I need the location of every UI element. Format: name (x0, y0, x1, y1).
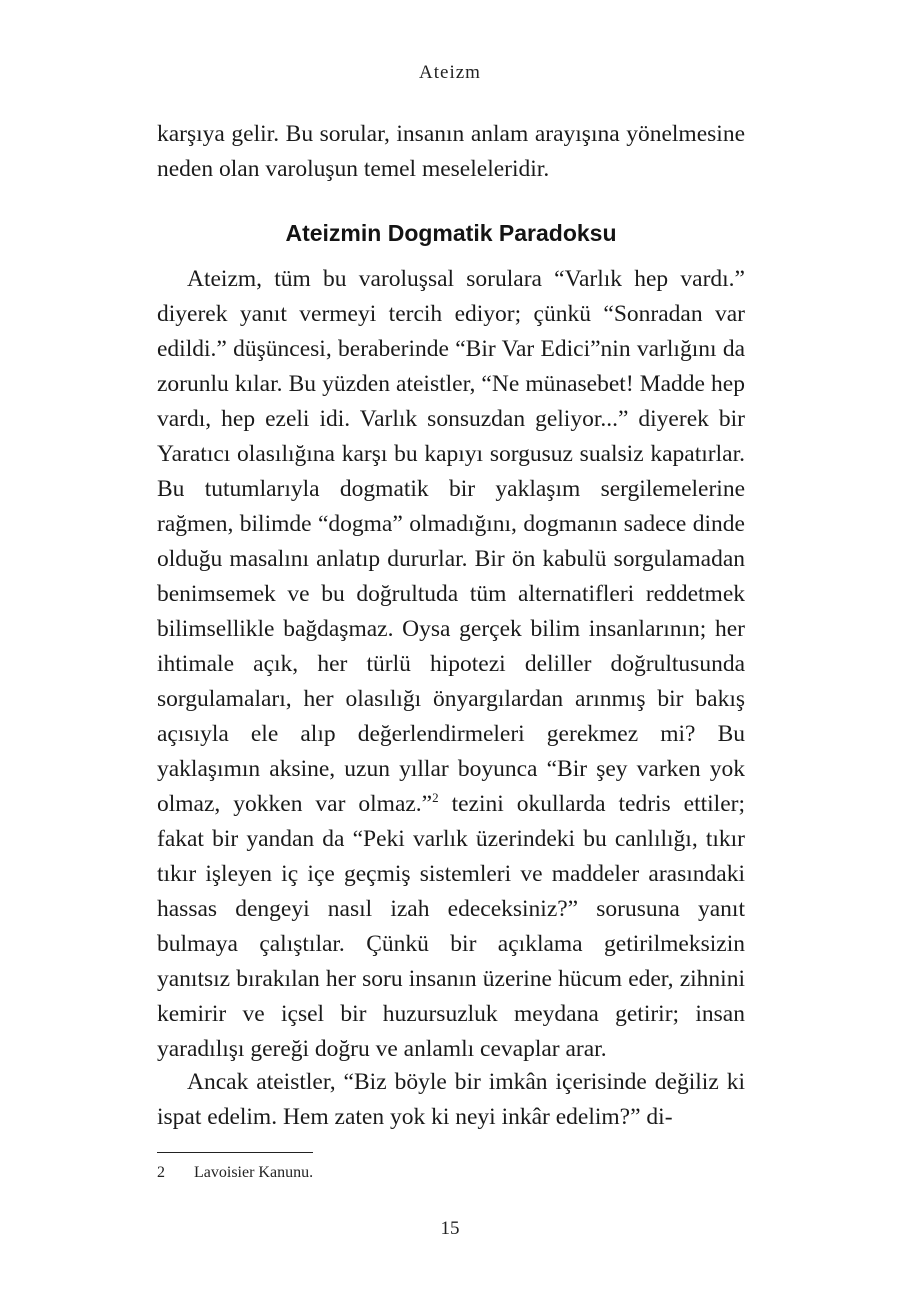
intro-paragraph-text: karşıya gelir. Bu sorular, insanın anlam arayışına yönelmesine neden olan varoluşun temel meseleleridir. (157, 121, 745, 182)
footnote-text: Lavoisier Kanunu. (194, 1164, 314, 1181)
footnote (157, 1162, 313, 1184)
page-number: 15 (440, 1218, 460, 1239)
last-paragraph-text: Ancak ateistler, “Biz böyle bir imkân içerisinde değiliz ki ispat edelim. Hem zaten yok ki neyi inkâr edelim?” di- (157, 1069, 745, 1130)
footnote-reference[interactable]: 2 (432, 790, 439, 805)
running-head: Ateizm (419, 62, 481, 83)
footnote-divider (157, 1152, 313, 1153)
last-paragraph (157, 1065, 745, 1135)
main-paragraph-before-note: Ateizm, tüm bu varoluşsal sorulara “Varlık hep vardı.” diyerek yanıt vermeyi tercih ediyor; çünkü “Sonradan var edildi.” düşüncesi, beraberinde “Bir Var Edici”nin varlığını da zorunlu kılar. Bu yüzden ateistler, “Ne münasebet! Madde hep vardı, hep ezeli idi. Varlık sonsuzdan geliyor...” diyerek bir Yaratıcı olasılığına karşı bu kapıyı sorgusuz sualsiz kapatırlar. Bu tutumlarıyla dogmatik bir yaklaşım sergilemelerine rağmen, bilimde “dogma” olmadığını, dogmanın sadece dinde olduğu masalını anlatıp dururlar. Bir ön kabulü sorgulamadan benimsemek ve bu doğrultuda tüm alternatifleri reddetmek bilimsellikle bağdaşmaz. Oysa gerçek bilim insanlarının; her ihtimale açık, her türlü hipotezi deliller doğrultusunda sorgulamaları, her olasılığı önyargılardan arınmış bir bakış açısıyla ele alıp değerlendirmeleri gerekmez mi? Bu yaklaşımın aksine, uzun yıllar boyunca “Bir şey varken yok olmaz, yokken var olmaz.” (157, 266, 745, 817)
intro-paragraph (157, 117, 745, 187)
main-paragraph (157, 262, 745, 1067)
main-paragraph-text (157, 262, 745, 1067)
footnote-number: 2 (157, 1164, 165, 1181)
section-heading: Ateizmin Dogmatik Paradoksu (285, 220, 617, 246)
main-paragraph-after-note: tezini okullarda tedris ettiler; fakat bir yandan da “Peki varlık üzerindeki bu canlılığı, tıkır tıkır işleyen iç içe geçmiş sistemleri ve maddeler arasındaki hassas dengeyi nasıl izah edeceksiniz?” sorusuna yanıt bulmaya çalıştılar. Çünkü bir açıklama getirilmeksizin yanıtsız bırakılan her soru insanın üzerine hücum eder, zihnini kemirir ve içsel bir huzursuzluk meydana getirir; insan yaradılışı gereği doğru ve anlamlı cevaplar arar. (157, 791, 745, 1062)
